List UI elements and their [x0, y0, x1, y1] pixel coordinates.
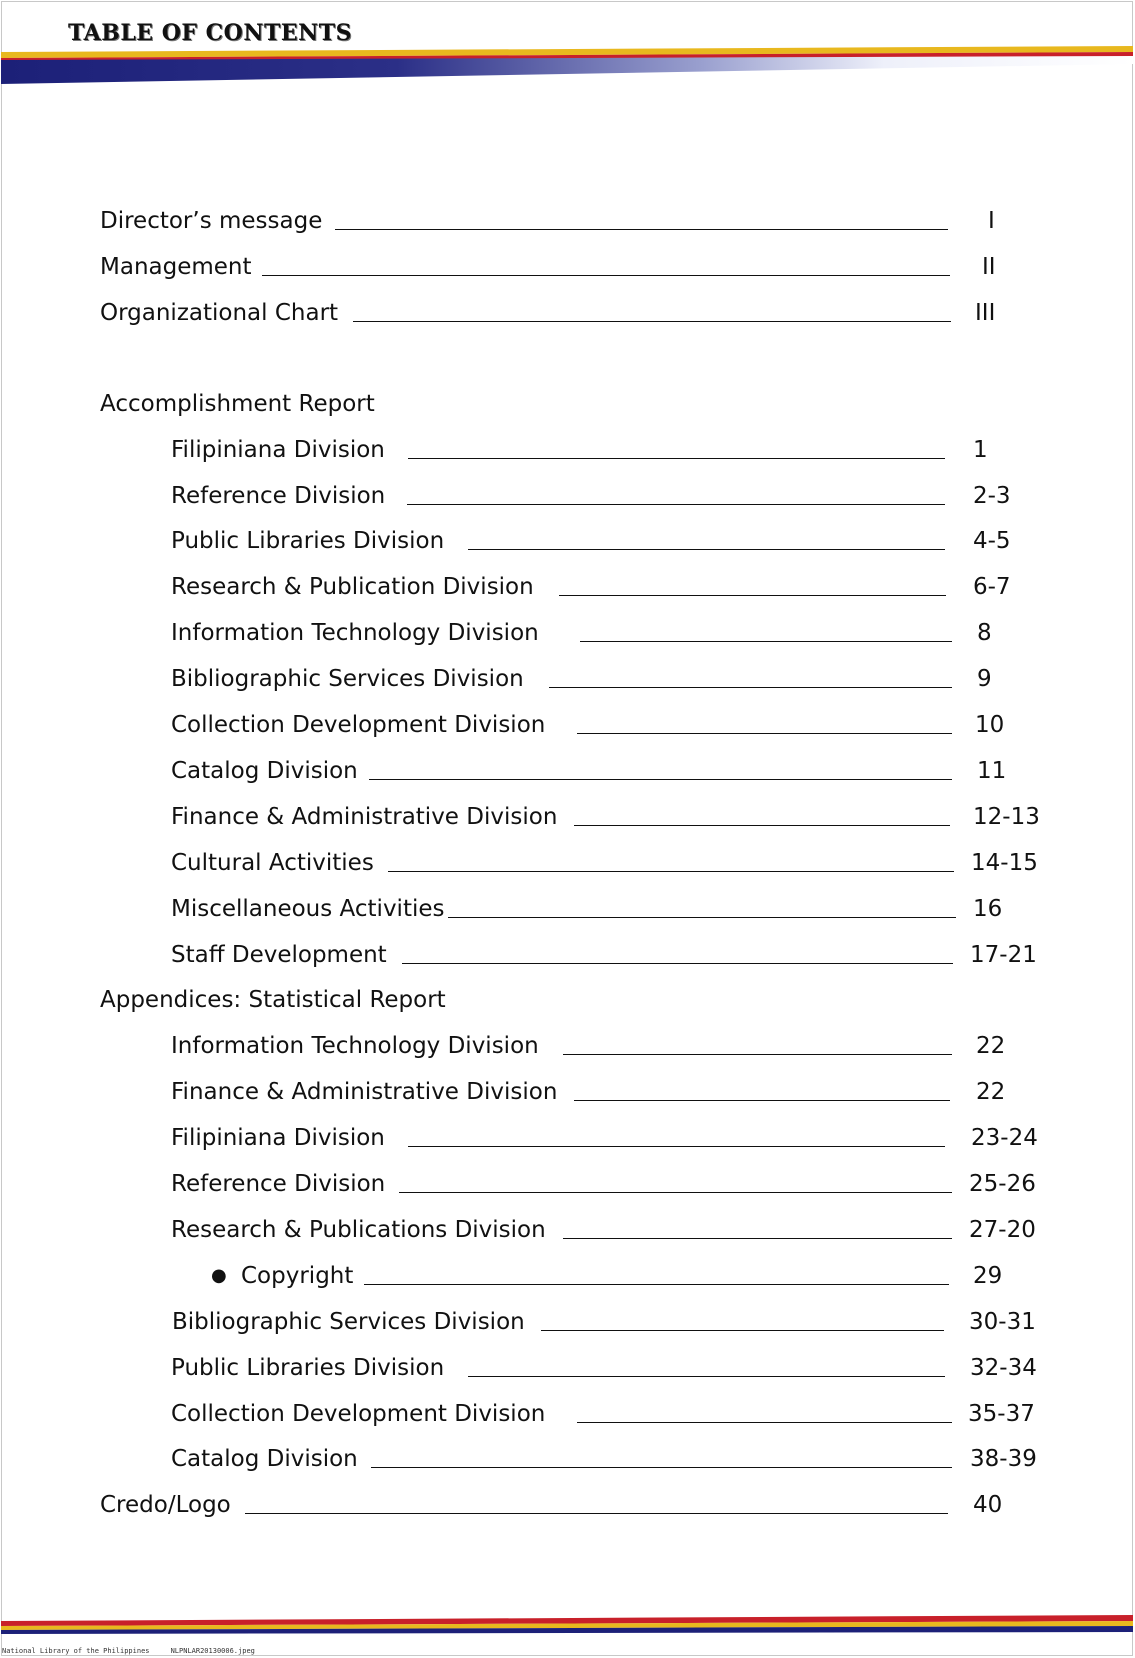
toc-entry-collection-development[interactable] [171, 707, 1051, 743]
toc-entry-label: Cultural Activities [171, 850, 374, 876]
toc-entry-research-publication[interactable] [171, 569, 1051, 605]
toc-entry-page: 6-7 [973, 574, 1011, 600]
toc-entry-information-technology[interactable] [171, 615, 1051, 651]
toc-entry-appendix-catalog[interactable] [171, 1441, 1051, 1477]
toc-entry-directors-message[interactable] [100, 203, 1005, 239]
leader-line [399, 1192, 952, 1193]
toc-entry-page: 16 [973, 896, 1003, 922]
section-heading-appendices: Appendices: Statistical Report [100, 987, 446, 1013]
toc-entry-label: Reference Division [171, 1171, 386, 1197]
toc-entry-page: 38-39 [970, 1446, 1037, 1472]
leader-line [563, 1238, 952, 1239]
leader-line [335, 229, 948, 230]
page-title: TABLE OF CONTENTS [68, 20, 352, 46]
toc-entry-organizational-chart[interactable] [100, 295, 1005, 331]
leader-line [364, 1284, 949, 1285]
leader-line [468, 1376, 945, 1377]
leader-line [408, 458, 945, 459]
toc-entry-label: Finance & Administrative Division [171, 804, 558, 830]
toc-entry-label: Credo/Logo [100, 1492, 231, 1518]
toc-entry-cultural-activities[interactable] [171, 845, 1051, 881]
leader-line [577, 1422, 952, 1423]
toc-entry-label: Reference Division [171, 483, 386, 509]
leader-line [574, 1100, 950, 1101]
toc-entry-label: Management [100, 254, 252, 280]
toc-entry-label: Bibliographic Services Division [172, 1309, 525, 1335]
toc-entry-appendix-finance-administrative[interactable] [171, 1074, 1051, 1110]
leader-line [262, 275, 950, 276]
toc-entry-label: Public Libraries Division [171, 1355, 445, 1381]
toc-entry-label: Staff Development [171, 942, 387, 968]
section-heading-accomplishment: Accomplishment Report [100, 391, 375, 417]
toc-entry-staff-development[interactable] [171, 937, 1051, 973]
toc-entry-page: 25-26 [969, 1171, 1036, 1197]
toc-entry-page: 40 [973, 1492, 1003, 1518]
toc-entry-page: 8 [977, 620, 992, 646]
toc-entry-label: Copyright [241, 1263, 354, 1289]
leader-line [577, 733, 952, 734]
toc-entry-management[interactable] [100, 249, 1005, 285]
toc-entry-page: II [982, 254, 996, 280]
leader-line [369, 779, 952, 780]
footer-color-band [1, 1614, 1133, 1636]
toc-entry-appendix-collection-development[interactable] [171, 1396, 1051, 1432]
toc-entry-appendix-copyright[interactable] [171, 1258, 1051, 1294]
toc-entry-appendix-filipiniana[interactable] [171, 1120, 1051, 1156]
toc-entry-page: 4-5 [973, 528, 1011, 554]
toc-entry-page: 22 [976, 1079, 1006, 1105]
toc-entry-credo-logo[interactable] [100, 1487, 1005, 1523]
toc-entry-label: Research & Publication Division [171, 574, 534, 600]
toc-entry-page: 32-34 [970, 1355, 1037, 1381]
footer-source-caption: National Library of the Philippines [2, 1647, 150, 1655]
toc-entry-label: Catalog Division [171, 1446, 358, 1472]
leader-line [468, 549, 945, 550]
toc-entry-label: Miscellaneous Activities [171, 896, 445, 922]
leader-line [549, 687, 952, 688]
toc-entry-appendix-information-technology[interactable] [171, 1028, 1051, 1064]
toc-entry-label: Public Libraries Division [171, 528, 445, 554]
toc-entry-page: 30-31 [969, 1309, 1036, 1335]
leader-line [448, 917, 956, 918]
toc-entry-appendix-reference[interactable] [171, 1166, 1051, 1202]
toc-entry-label: Research & Publications Division [171, 1217, 546, 1243]
toc-entry-appendix-bibliographic-services[interactable] [172, 1304, 1052, 1340]
toc-entry-page: III [975, 300, 996, 326]
toc-entry-public-libraries[interactable] [171, 523, 1051, 559]
toc-entry-label: Organizational Chart [100, 300, 339, 326]
toc-entry-page: 17-21 [970, 942, 1037, 968]
toc-entry-appendix-public-libraries[interactable] [171, 1350, 1051, 1386]
toc-entry-page: 22 [976, 1033, 1006, 1059]
leader-line [245, 1513, 948, 1514]
toc-entry-bibliographic-services[interactable] [171, 661, 1051, 697]
toc-entry-label: Director’s message [100, 208, 323, 234]
toc-entry-miscellaneous-activities[interactable] [171, 891, 1051, 927]
toc-entry-page: 35-37 [968, 1401, 1035, 1427]
toc-entry-finance-administrative[interactable] [171, 799, 1051, 835]
leader-line [559, 595, 946, 596]
footer-caption [2, 1647, 255, 1655]
toc-entry-page: 27-20 [969, 1217, 1036, 1243]
toc-entry-page: 29 [973, 1263, 1003, 1289]
leader-line [563, 1054, 952, 1055]
leader-line [407, 504, 945, 505]
toc-entry-label: Information Technology Division [171, 620, 539, 646]
leader-line [402, 963, 953, 964]
toc-entry-label: Filipiniana Division [171, 437, 385, 463]
toc-entry-reference[interactable] [171, 478, 1051, 514]
leader-line [371, 1467, 952, 1468]
toc-entry-label: Information Technology Division [171, 1033, 539, 1059]
leader-line [388, 871, 954, 872]
toc-entry-filipiniana[interactable] [171, 432, 1051, 468]
toc-entry-page: 14-15 [971, 850, 1038, 876]
toc-entry-page: 11 [977, 758, 1007, 784]
leader-line [580, 641, 952, 642]
leader-line [574, 825, 950, 826]
footer-file-caption: NLPNLAR20130006.jpeg [170, 1647, 255, 1655]
leader-line [353, 321, 951, 322]
toc-entry-catalog[interactable] [171, 753, 1051, 789]
toc-entry-page: I [988, 208, 995, 234]
toc-entry-label: Filipiniana Division [171, 1125, 385, 1151]
toc-entry-label: Collection Development Division [171, 1401, 546, 1427]
toc-entry-page: 2-3 [973, 483, 1011, 509]
toc-entry-label: Bibliographic Services Division [171, 666, 524, 692]
bullet-icon: ● [211, 1265, 227, 1286]
toc-entry-page: 10 [975, 712, 1005, 738]
toc-entry-label: Finance & Administrative Division [171, 1079, 558, 1105]
leader-line [541, 1330, 944, 1331]
toc-entry-page: 9 [977, 666, 992, 692]
toc-entry-appendix-research-publications[interactable] [171, 1212, 1051, 1248]
toc-entry-page: 23-24 [971, 1125, 1038, 1151]
toc-entry-label: Catalog Division [171, 758, 358, 784]
toc-entry-label: Collection Development Division [171, 712, 546, 738]
toc-entry-page: 12-13 [973, 804, 1040, 830]
leader-line [408, 1146, 945, 1147]
toc-entry-page: 1 [973, 437, 988, 463]
